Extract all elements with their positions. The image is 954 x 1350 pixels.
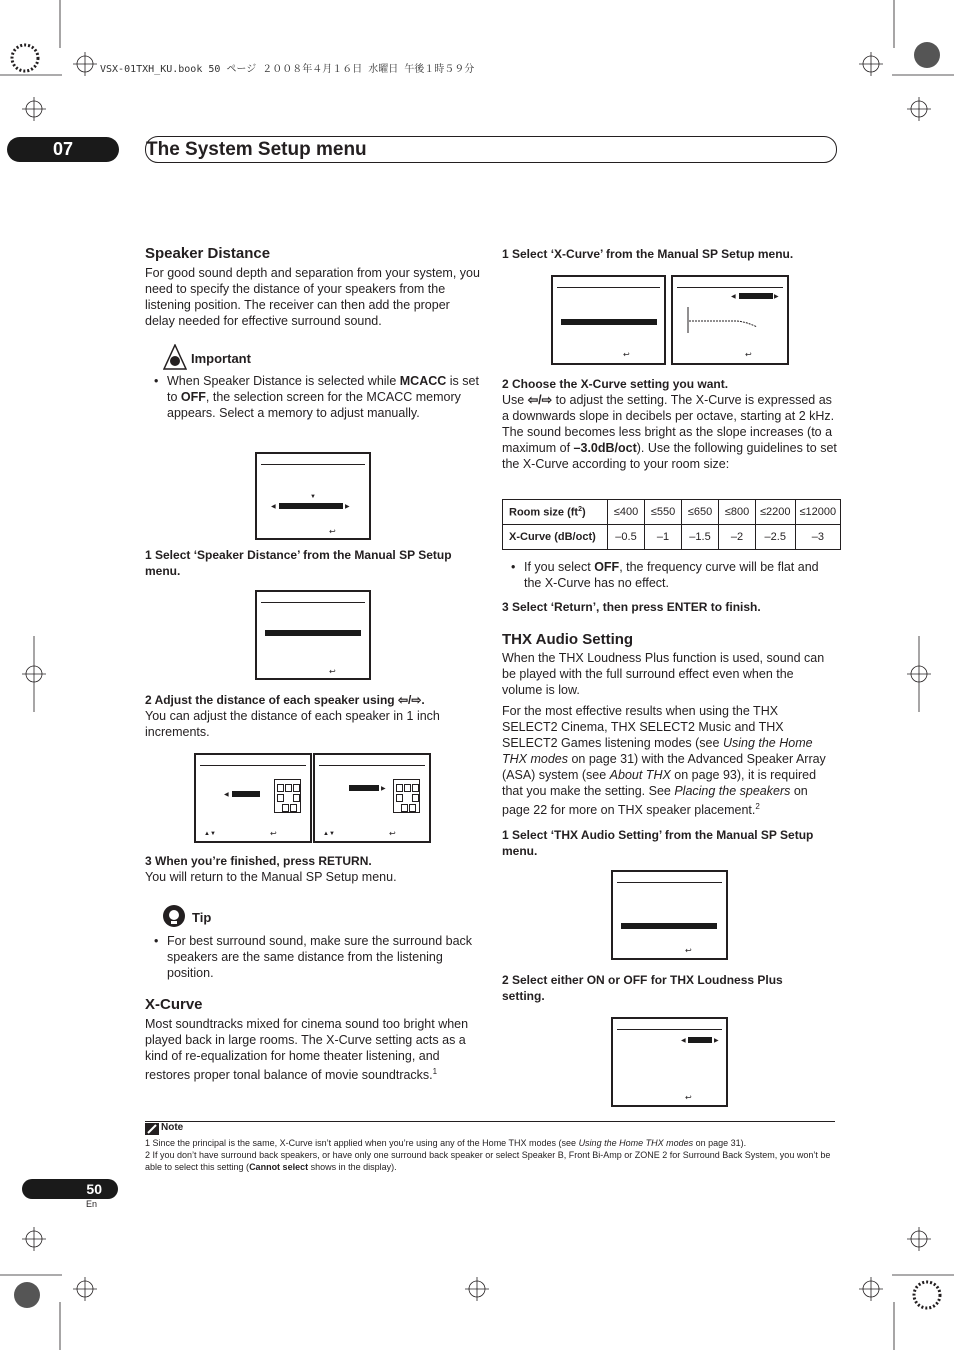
xcurve-off-bullet: • If you select OFF, the frequency curve will be flat and the X-Curve has no effect. (502, 559, 836, 591)
note-pencil-icon (145, 1123, 159, 1135)
osd-screen-manual-sp-setup: ↩ (255, 590, 371, 680)
room-size-cell: ≤650 (682, 500, 719, 525)
xcurve-heading: X-Curve (145, 996, 203, 1013)
tip-label: Tip (192, 910, 212, 925)
xcurve-cell: –0.5 (608, 525, 645, 550)
xc-step1: 1 Select ‘X-Curve’ from the Manual SP Setup menu. (502, 247, 794, 261)
sd-step3-text: You will return to the Manual SP Setup menu. (145, 870, 397, 884)
xcurve-room-size-table (502, 499, 841, 550)
important-icon (163, 344, 187, 370)
speaker-distance-intro: For good sound depth and separation from your system, you need to specify the distance of your speakers from the listening position. The receiver can then add the proper delay needed for effective surround sound. (145, 266, 480, 328)
xc-step2-text: Use ⇦/⇨ to adjust the setting. The X-Curve is expressed as a downwards slope in decibels per octave, starting at 2 kHz. The sound becomes less bright as the slope increases (to a maximum of –3.0dB/oct). Use the following guidelines to set the X-Curve according to your room size: (502, 393, 837, 471)
thx-heading: THX Audio Setting (502, 631, 634, 648)
osd-screen-thx-menu: ↩ (611, 870, 728, 960)
note-2: 2 If you don’t have surround back speakers, or have only one surround back speaker or select Speaker B, Front Bi-Amp or ZONE 2 for Surround Back System, you won’t be able to select this setting (Cannot select shows in the display). (145, 1150, 831, 1172)
tip-bullet: • For best surround sound, make sure the surround back speakers are the same distance from the listening position. (145, 933, 487, 981)
osd-screen-distance-b: ▶ ▲▼ ↩ (313, 753, 431, 843)
language-code: En (86, 1199, 98, 1209)
xcurve-cell: –2.5 (756, 525, 796, 550)
important-bullet: • When Speaker Distance is selected while MCACC is set to OFF, the selection screen for the MCACC memory appears. Select a memory to adjust manually. (145, 373, 480, 421)
print-header: VSX-01TXH_KU.book 50 ページ ２００８年４月１６日 水曜日 午後１時５９分 (100, 64, 475, 75)
thx-step1: 1 Select ‘THX Audio Setting’ from the Manual SP Setup menu. (502, 828, 814, 858)
xcurve-cell: –2 (719, 525, 756, 550)
important-label: Important (191, 351, 251, 366)
tip-icon (161, 903, 187, 929)
xcurve-cell: –1.5 (682, 525, 719, 550)
sd-step2-text: You can adjust the distance of each speaker in 1 inch increments. (145, 709, 440, 739)
xcurve-cell: –1 (645, 525, 682, 550)
chapter-title-bar (145, 136, 837, 163)
osd-screen-xcurve-menu: ↩ (551, 275, 666, 365)
room-size-cell: ≤2200 (756, 500, 796, 525)
room-size-cell: ≤12000 (795, 500, 841, 525)
thx-step2: 2 Select either ON or OFF for THX Loudness Plus setting. (502, 973, 783, 1003)
room-size-cell: ≤550 (645, 500, 682, 525)
xcurve-cell: –3 (795, 525, 841, 550)
osd-screen-thx-loudness: ◀ ▶ ↩ (611, 1017, 728, 1107)
sd-step3: 3 When you’re finished, press RETURN. (145, 854, 372, 868)
osd-screen-mcacc-memory: ▼ ◀ ▶ ↩ (255, 452, 371, 540)
sd-step2: 2 Adjust the distance of each speaker using ⇦/⇨. (145, 693, 425, 707)
thx-p2: For the most effective results when using the THX SELECT2 Cinema, THX SELECT2 Music and THX SELECT2 Games listening modes (see Using the Home THX modes on page 31) with the Advanced Speaker Array (ASA) system (see About THX on page 93), it is required that you make the setting. See Placing the speakers on page 22 for more on THX speaker placement.$^2$ (502, 704, 826, 818)
xc-step3: 3 Select ‘Return’, then press ENTER to finish. (502, 600, 761, 614)
page-number: 50 (22, 1179, 118, 1199)
chapter-number: 07 (7, 137, 119, 162)
chapter-title: The System Setup menu (146, 139, 367, 160)
osd-screen-xcurve-setting: ◀ ▶ ↩ (671, 275, 789, 365)
xc-step2: 2 Choose the X-Curve setting you want. (502, 377, 729, 391)
speaker-distance-heading: Speaker Distance (145, 245, 271, 262)
sd-step1: 1 Select ‘Speaker Distance’ from the Manual SP Setup menu. (145, 548, 452, 578)
room-size-cell: ≤800 (719, 500, 756, 525)
note-label: Note (161, 1122, 184, 1133)
xcurve-header: X-Curve (dB/oct) (503, 525, 608, 550)
room-size-cell: ≤400 (608, 500, 645, 525)
note-1: 1 Since the principal is the same, X-Curve isn’t applied when you’re using any of the Home THX modes (see Using the Home THX modes on page 31). (145, 1138, 747, 1148)
xcurve-intro: Most soundtracks mixed for cinema sound too bright when played back in large rooms. The X-Curve setting acts as a kind of re-equalization for home theater listening, and restores proper tonal balance of movie soundtracks.$^1$ (145, 1017, 469, 1083)
note-divider (145, 1121, 835, 1122)
room-size-header: Room size $(ft^2)$ (503, 500, 608, 525)
table-row-xcurve (503, 525, 841, 550)
table-row-room-size (503, 500, 841, 525)
xcurve-graph-icon (687, 305, 767, 335)
osd-screen-distance-a: ◀ ▲▼ ↩ (194, 753, 312, 843)
thx-p1: When the THX Loudness Plus function is used, sound can be played with the full surround effect even when the volume is low. (502, 651, 825, 697)
